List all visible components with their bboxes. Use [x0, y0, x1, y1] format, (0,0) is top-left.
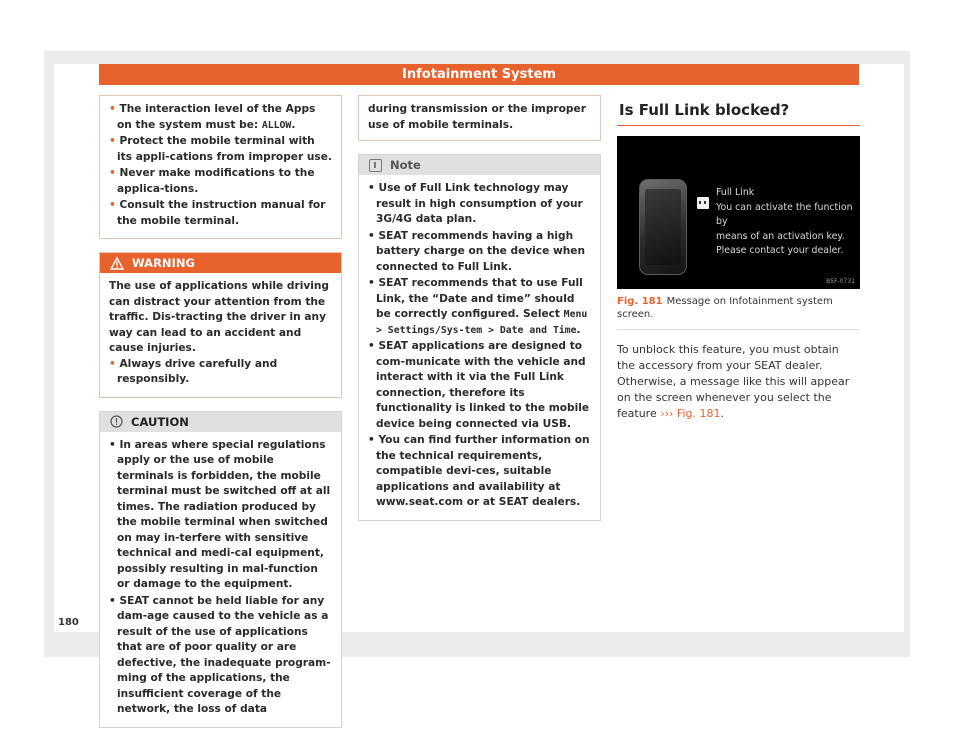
list-item: • The interaction level of the Apps on the system must be: ALLOW. — [109, 103, 316, 131]
caution-title: CAUTION — [131, 414, 189, 429]
note-header — [359, 155, 600, 175]
caution-circle-icon — [110, 415, 123, 428]
caution-continued-box — [358, 95, 601, 141]
intro-box — [99, 95, 342, 239]
usb-icon — [697, 197, 709, 209]
note-title: Note — [390, 158, 421, 172]
figure-reference-link[interactable]: ››› Fig. 181 — [660, 407, 721, 420]
list-item: • SEAT applications are designed to com-municate with the vehicle and interact with it via the Full Link connection, therefore its functionality is linked to the mobile device being connected via USB. — [368, 340, 590, 430]
warning-box — [99, 252, 342, 398]
figure-caption: Fig. 181 Message on Infotainment system screen. — [617, 295, 860, 330]
list-item: • Never make modifications to the applica-tions. — [109, 167, 315, 195]
infotainment-screen-figure — [617, 136, 860, 289]
list-item: • In areas where special regulations apply or the use of mobile terminals is forbidden, the mobile terminal must be switched off at all times. The radiation produced by the mobile terminal when switched on may in-terfere with sensitive technical and medi-cal equipment, possibly resulting in mal-function or damage to the equipment. — [109, 438, 331, 590]
list-item: • You can find further information on the technical requirements, compatible devi-ces, suitable applications and availability at www.seat.com or at SEAT dealers. — [368, 434, 590, 508]
caution-box — [99, 411, 342, 728]
warning-header — [100, 253, 341, 273]
caution-continued-text: during transmission or the improper use of mobile terminals. — [368, 103, 586, 131]
warning-list — [109, 357, 332, 388]
list-item: • SEAT recommends having a high battery charge on the device when connected to Full Link. — [368, 229, 586, 273]
column-middle — [358, 95, 601, 534]
note-box — [358, 154, 601, 521]
page-header: Infotainment System — [99, 64, 859, 85]
smartphone-image — [639, 179, 687, 275]
figure-code: B5F-0731 — [826, 278, 855, 285]
screen-message: Full Link You can activate the function by means of an activation key. Please contact your dealer. — [716, 187, 853, 256]
list-item: • SEAT recommends that to use Full Link, the “Date and time” should be correctly configured. Select Menu > Settings/Sys-tem > Date and Time. — [368, 277, 588, 336]
list-item: • Use of Full Link technology may result in high consumption of your 3G/4G data plan. — [368, 182, 583, 225]
intro-list — [109, 102, 332, 229]
caution-header — [100, 412, 341, 432]
note-list — [368, 181, 591, 511]
list-item: • Always drive carefully and responsibly. — [109, 357, 278, 385]
caution-list — [109, 438, 332, 718]
list-item: • Consult the instruction manual for the mobile terminal. — [109, 199, 326, 227]
body-paragraph: To unblock this feature, you must obtain the accessory from your SEAT dealer. Otherwise, a message like this will appear on the screen whenever you select the feature ››› Fig. 181. — [617, 343, 850, 420]
column-left — [99, 95, 342, 741]
note-icon — [369, 159, 382, 172]
warning-triangle-icon — [110, 257, 124, 270]
list-item: • Protect the mobile terminal with its appli-cations from improper use. — [109, 135, 332, 163]
column-right — [617, 95, 860, 422]
page-number: 180 — [58, 617, 79, 628]
warning-title: WARNING — [132, 256, 195, 270]
section-title: Is Full Link blocked? — [617, 95, 860, 126]
warning-text: The use of applications while driving can distract your attention from the traffic. Dis-tracting the driver in any way can lead to an accident and cause injuries. — [109, 280, 330, 354]
list-item: • SEAT cannot be held liable for any dam-age caused to the vehicle as a result of the use of applications that are of poor quality or are defective, the inadequate program-ming of the applications, the insufficient coverage of the network, the loss of data — [109, 594, 331, 715]
